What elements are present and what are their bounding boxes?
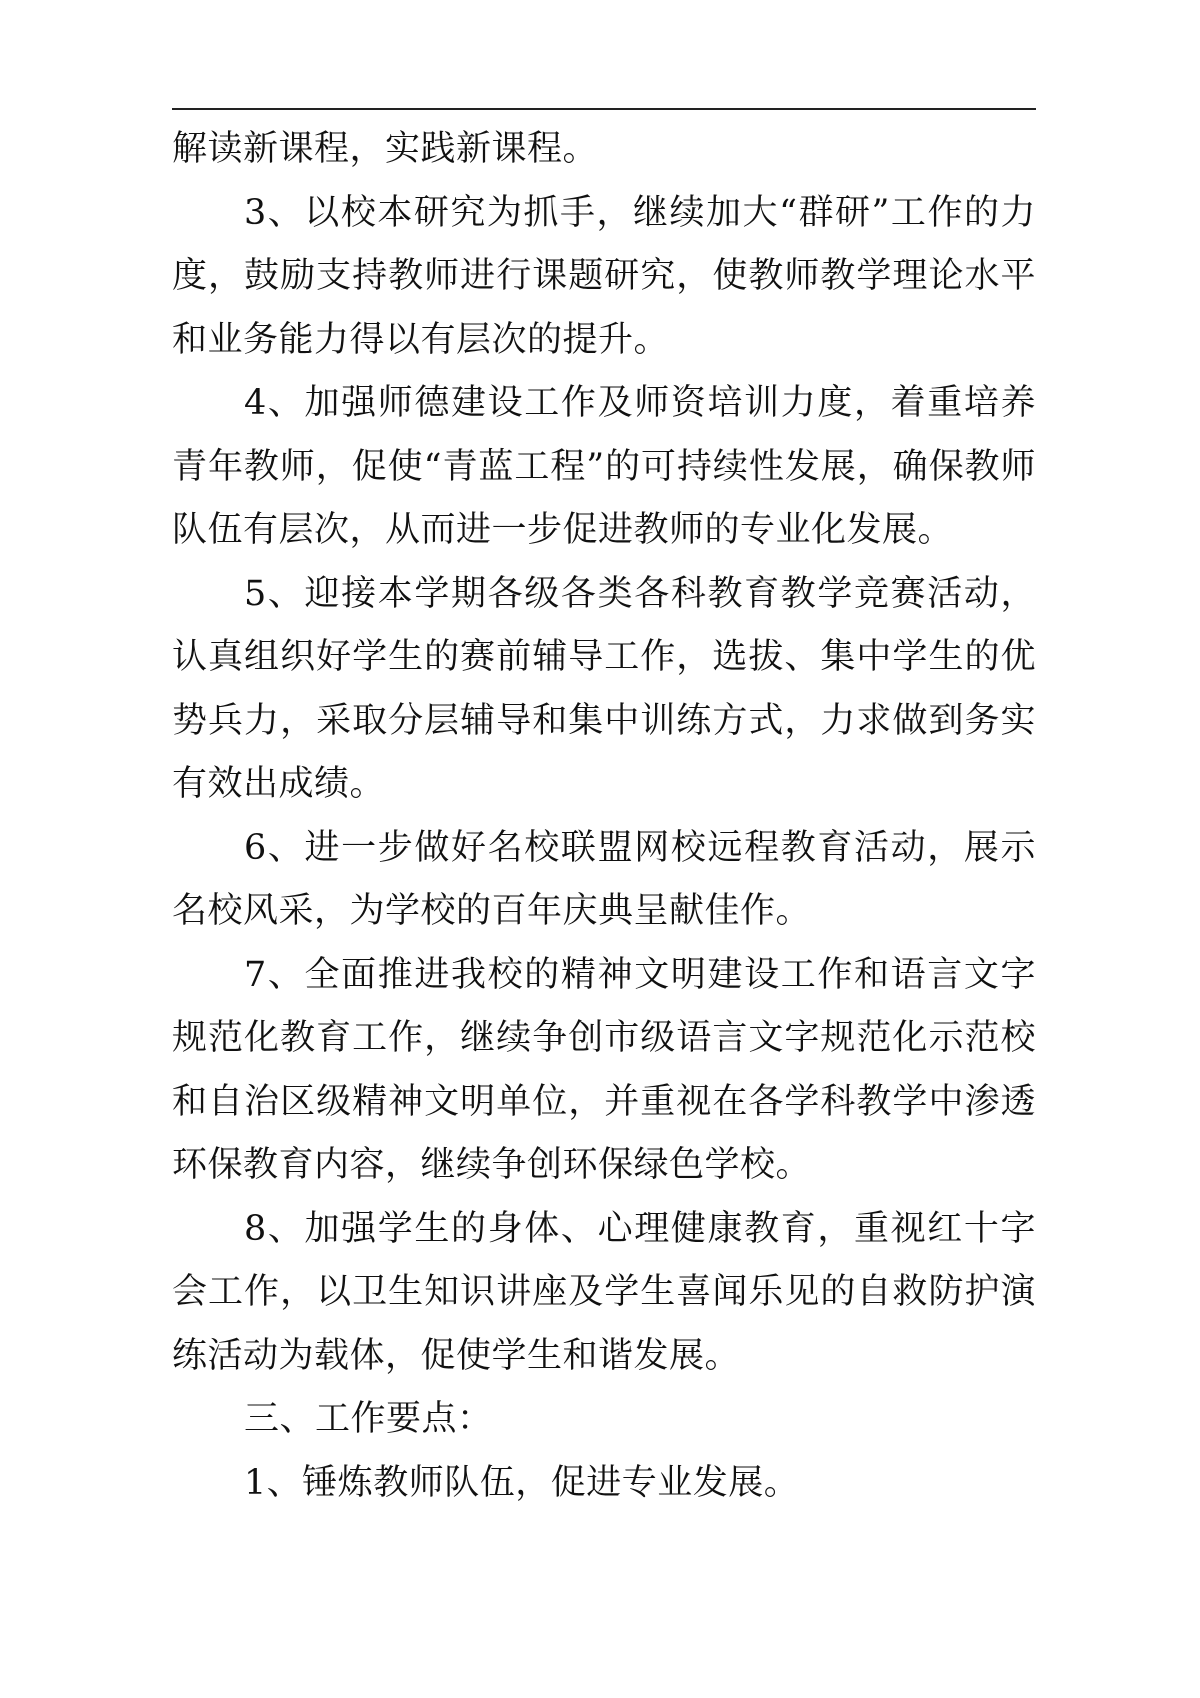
paragraph-continuation: 解读新课程，实践新课程。 <box>172 129 599 169</box>
paragraph-point-1: 1、锤炼教师队伍，促进专业发展。 <box>244 1462 800 1503</box>
body-text <box>172 118 1036 1515</box>
paragraph-item-3: 3、以校本研究为抓手，继续加大“群研”工作的力度，鼓励支持教师进行课题研究，使教师教学理论水平和业务能力得以有层次的提升。 <box>172 192 1036 360</box>
paragraph-item-7: 7、全面推进我校的精神文明建设工作和语言文字规范化教育工作，继续争创市级语言文字规范化示范校和自治区级精神文明单位，并重视在各学科教学中渗透环保教育内容，继续争创环保绿色学校。 <box>172 954 1036 1185</box>
paragraph-item-6: 6、进一步做好名校联盟网校远程教育活动，展示名校风采，为学校的百年庆典呈献佳作。 <box>172 827 1036 931</box>
section-heading-work-points: 三、工作要点： <box>244 1399 493 1439</box>
paragraph-item-5: 5、迎接本学期各级各类各科教育教学竞赛活动，认真组织好学生的赛前辅导工作，选拔、集中学生的优势兵力，采取分层辅导和集中训练方式，力求做到务实有效出成绩。 <box>172 573 1036 804</box>
paragraph-item-4: 4、加强师德建设工作及师资培训力度，着重培养青年教师，促使“青蓝工程”的可持续性发展，确保教师队伍有层次，从而进一步促进教师的专业化发展。 <box>172 383 1036 550</box>
paragraph-item-8: 8、加强学生的身体、心理健康教育，重视红十字会工作，以卫生知识讲座及学生喜闻乐见的自救防护演练活动为载体，促使学生和谐发展。 <box>172 1208 1036 1376</box>
header-rule <box>172 108 1036 110</box>
